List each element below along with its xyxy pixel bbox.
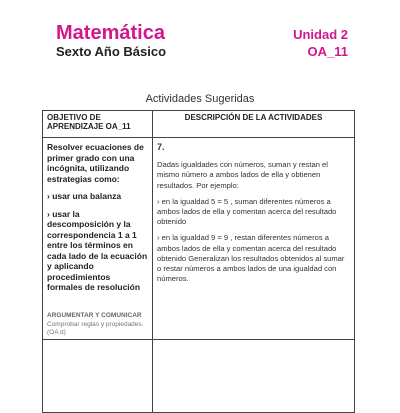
activity-cell <box>153 138 355 340</box>
objective-item-descomposicion: › usar la descomposición y la correspondencia 1 a 1 entre los términos en cada lado de la ecuación y aplicando procedimientos formales de resolución <box>47 208 148 292</box>
table-row-empty <box>43 340 355 413</box>
section-title: Actividades Sugeridas <box>145 93 255 105</box>
skill-description: Comprobar reglas y propiedades. (OA d) <box>47 321 144 336</box>
objective-column-header: OBJETIVO DE APRENDIZAJE OA_11 <box>43 111 153 138</box>
document-title: Matemática <box>56 22 165 44</box>
objective-cell <box>43 138 153 340</box>
activity-paragraph-3: › en la igualdad 9 = 9 , restan diferentes números a ambos lados de ella y comentan acerca del resultado obtenido Generalizan los resultados obtenidos al sumar o restar números a ambos lados de una igualdad con números. <box>157 233 345 284</box>
oa-label: OA_11 <box>307 44 348 59</box>
activity-paragraph-2: › en la igualdad 5 = 5 , suman diferentes números a ambos lados de ella y comentan acerca del resultado obtenido <box>157 196 337 227</box>
activity-paragraph-1: Dadas igualdades con números, suman y restan el mismo número a ambos lados de ella y obtienen resultados. Por ejemplo: <box>157 160 328 190</box>
activity-number: 7. <box>157 142 165 152</box>
description-column-header: DESCRIPCIÓN DE LA ACTIVIDADES <box>153 111 355 138</box>
table-row <box>43 138 355 340</box>
objective-item-balanza: › usar una balanza <box>47 191 122 201</box>
unit-label: Unidad 2 <box>293 27 348 42</box>
skill-title: ARGUMENTAR Y COMUNICAR <box>47 311 142 319</box>
table-header-row <box>43 111 355 138</box>
document-subtitle: Sexto Año Básico <box>56 44 167 59</box>
empty-cell <box>153 340 355 413</box>
empty-cell <box>43 340 153 413</box>
activities-table <box>42 110 355 413</box>
objective-intro: Resolver ecuaciones de primer grado con una incógnita, utilizando estrategias como: <box>47 142 144 184</box>
